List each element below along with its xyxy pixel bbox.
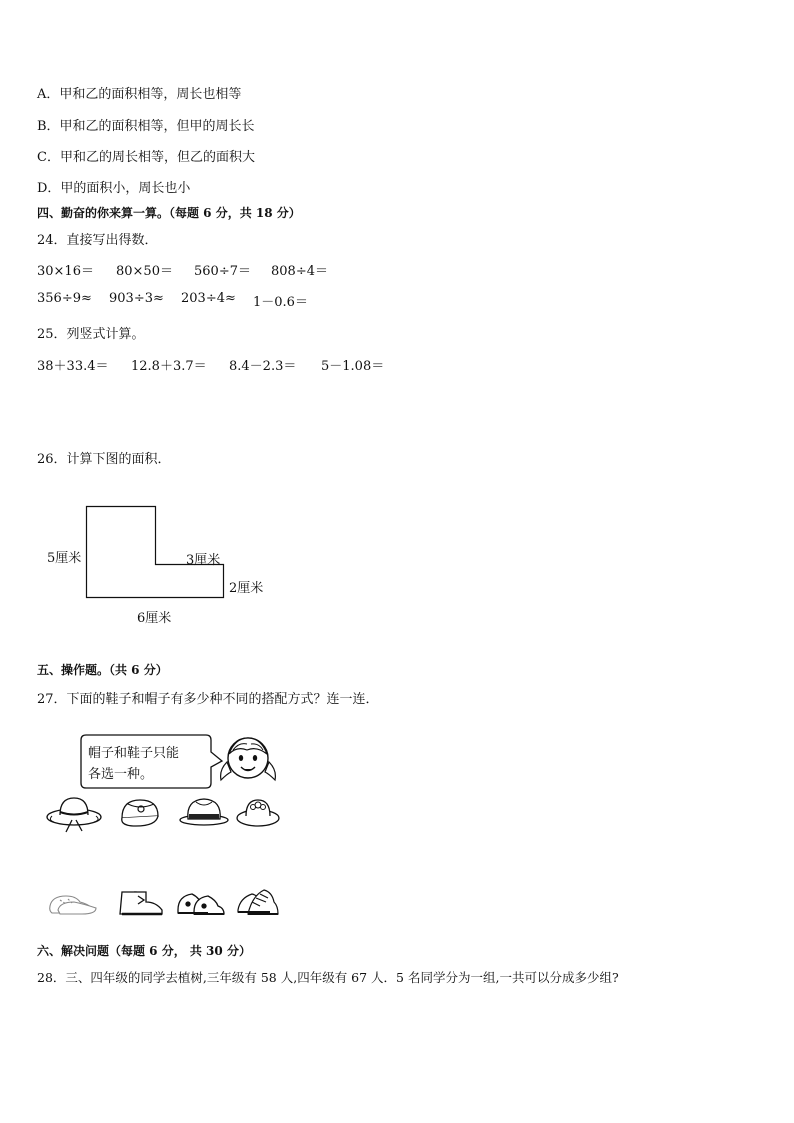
q25-expr-1: 38＋33.4＝	[37, 359, 109, 374]
section-six-heading: 六、解决问题（每题 6 分， 共 30 分）	[37, 944, 251, 958]
q24-expr-8: 1－0.6＝	[253, 295, 308, 310]
question-28-text: 28．三、四年级的同学去植树,三年级有 58 人,四年级有 67 人．5 名同学分为一组,一共可以分成多少组?	[37, 970, 619, 985]
option-b: B．甲和乙的面积相等，但甲的周长长	[37, 119, 255, 134]
q25-expr-2: 12.8＋3.7＝	[131, 359, 207, 374]
q24-expr-7: 203÷4≈	[181, 291, 236, 306]
section-four-heading: 四、勤奋的你来算一算。（每题 6 分，共 18 分）	[37, 206, 301, 220]
option-d: D．甲的面积小，周长也小	[37, 181, 191, 196]
section-five-heading: 五、操作题。（共 6 分）	[37, 663, 168, 677]
shoe-3-icon	[178, 894, 224, 914]
q24-expr-2: 80×50＝	[116, 264, 173, 279]
q24-expr-5: 356÷9≈	[37, 291, 92, 306]
hat-2-icon	[122, 800, 158, 826]
girl-icon	[217, 728, 279, 790]
option-a: A．甲和乙的面积相等，周长也相等	[37, 87, 242, 102]
shoe-1-icon	[50, 896, 96, 914]
label-step-3cm: 3厘米	[186, 553, 221, 568]
q25-expr-4: 5－1.08＝	[321, 359, 385, 374]
q24-expr-6: 903÷3≈	[109, 291, 164, 306]
hat-1-icon	[47, 798, 101, 832]
shoes-row	[46, 880, 286, 920]
label-bottom-6cm: 6厘米	[137, 611, 172, 626]
bubble-text-line2: 各选一种。	[88, 767, 154, 782]
q25-expr-3: 8.4－2.3＝	[229, 359, 297, 374]
shoe-4-icon	[238, 890, 278, 914]
hat-3-icon	[180, 799, 228, 825]
q24-expr-1: 30×16＝	[37, 264, 94, 279]
label-height-5cm: 5厘米	[47, 551, 82, 566]
question-24-text: 24．直接写出得数．	[37, 233, 158, 248]
hat-4-icon	[237, 800, 279, 826]
q24-expr-4: 808÷4＝	[271, 264, 328, 279]
q24-expr-3: 560÷7＝	[194, 264, 251, 279]
option-c: C．甲和乙的周长相等，但乙的面积大	[37, 150, 255, 165]
question-27-text: 27．下面的鞋子和帽子有多少种不同的搭配方式？连一连．	[37, 692, 379, 707]
label-right-2cm: 2厘米	[229, 581, 264, 596]
hats-row	[44, 790, 284, 836]
bubble-text-line1: 帽子和鞋子只能	[88, 746, 180, 761]
question-26-text: 26．计算下图的面积．	[37, 452, 171, 467]
shoe-2-icon	[120, 892, 162, 914]
question-25-text: 25．列竖式计算。	[37, 327, 145, 342]
